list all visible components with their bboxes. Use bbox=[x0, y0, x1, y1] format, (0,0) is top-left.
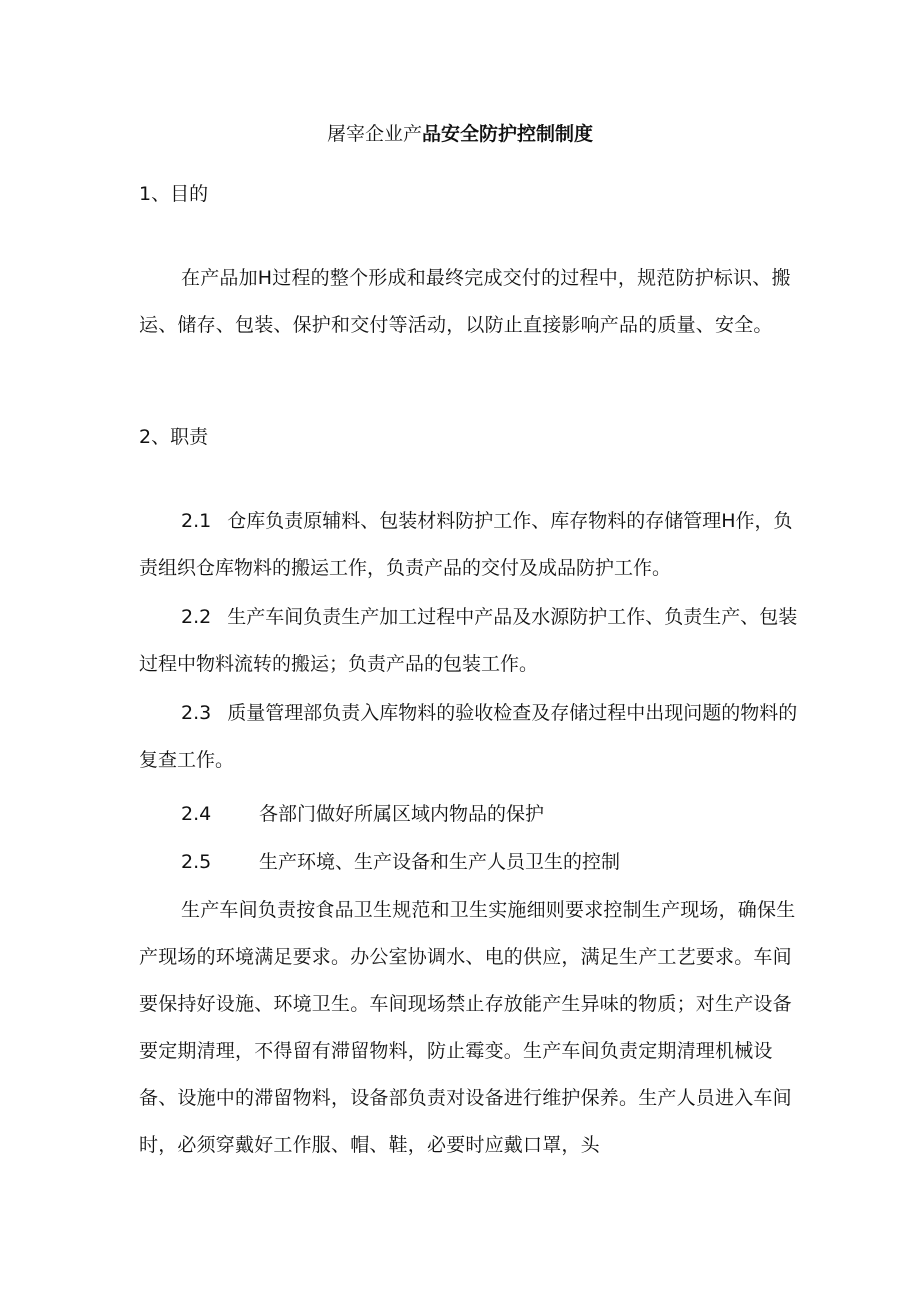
item-text: 质量管理部负责入库物料的验收检查及存储过程中出现问题的物料的复查工作。 bbox=[139, 702, 798, 771]
item-number: 2.4 bbox=[181, 803, 212, 825]
item-2-3 bbox=[139, 690, 799, 784]
item-text: 仓库负责原辅料、包装材料防护工作、库存物料的存储管理H作，负责组织仓库物料的搬运工作，负责产品的交付及成品防护工作。 bbox=[139, 510, 793, 579]
item-number: 2.5 bbox=[181, 851, 212, 873]
item-2-1 bbox=[139, 498, 799, 592]
section-1-paragraph: 在产品加H过程的整个形成和最终完成交付的过程中，规范防护标识、搬运、储存、包装、保护和交付等活动，以防止直接影响产品的质量、安全。 bbox=[139, 267, 791, 336]
section-2-paragraph: 生产车间负责按食品卫生规范和卫生实施细则要求控制生产现场，确保生产现场的环境满足要求。办公室协调水、电的供应，满足生产工艺要求。车间要保持好设施、环境卫生。车间现场禁止存放能产生异味的物质；对生产设备要定期清理，不得留有滞留物料，防止霉变。生产车间负责定期清理机械设备、设施中的滞留物料，设备部负责对设备进行维护保养。生产人员进入车间时，必须穿戴好工作服、帽、鞋，必要时应戴口罩，头 bbox=[139, 899, 796, 1156]
item-2-2 bbox=[139, 594, 799, 688]
document-title bbox=[0, 120, 920, 148]
section-1-heading: 1、目的 bbox=[139, 183, 209, 205]
title-regular-part: 屠宰企业产 bbox=[326, 123, 422, 145]
section-2-heading: 2、职责 bbox=[139, 426, 209, 448]
item-number: 2.3 bbox=[181, 702, 212, 724]
item-number: 2.2 bbox=[181, 606, 212, 628]
item-2-4 bbox=[181, 800, 544, 828]
title-bold-part: 品安全防护控制制度 bbox=[422, 123, 594, 145]
item-text: 各部门做好所属区域内物品的保护 bbox=[259, 803, 545, 825]
item-text: 生产环境、生产设备和生产人员卫生的控制 bbox=[259, 851, 621, 873]
item-2-5 bbox=[181, 848, 620, 876]
item-number: 2.1 bbox=[181, 510, 212, 532]
item-text: 生产车间负责生产加工过程中产品及水源防护工作、负责生产、包装过程中物料流转的搬运；负责产品的包装工作。 bbox=[139, 606, 798, 675]
